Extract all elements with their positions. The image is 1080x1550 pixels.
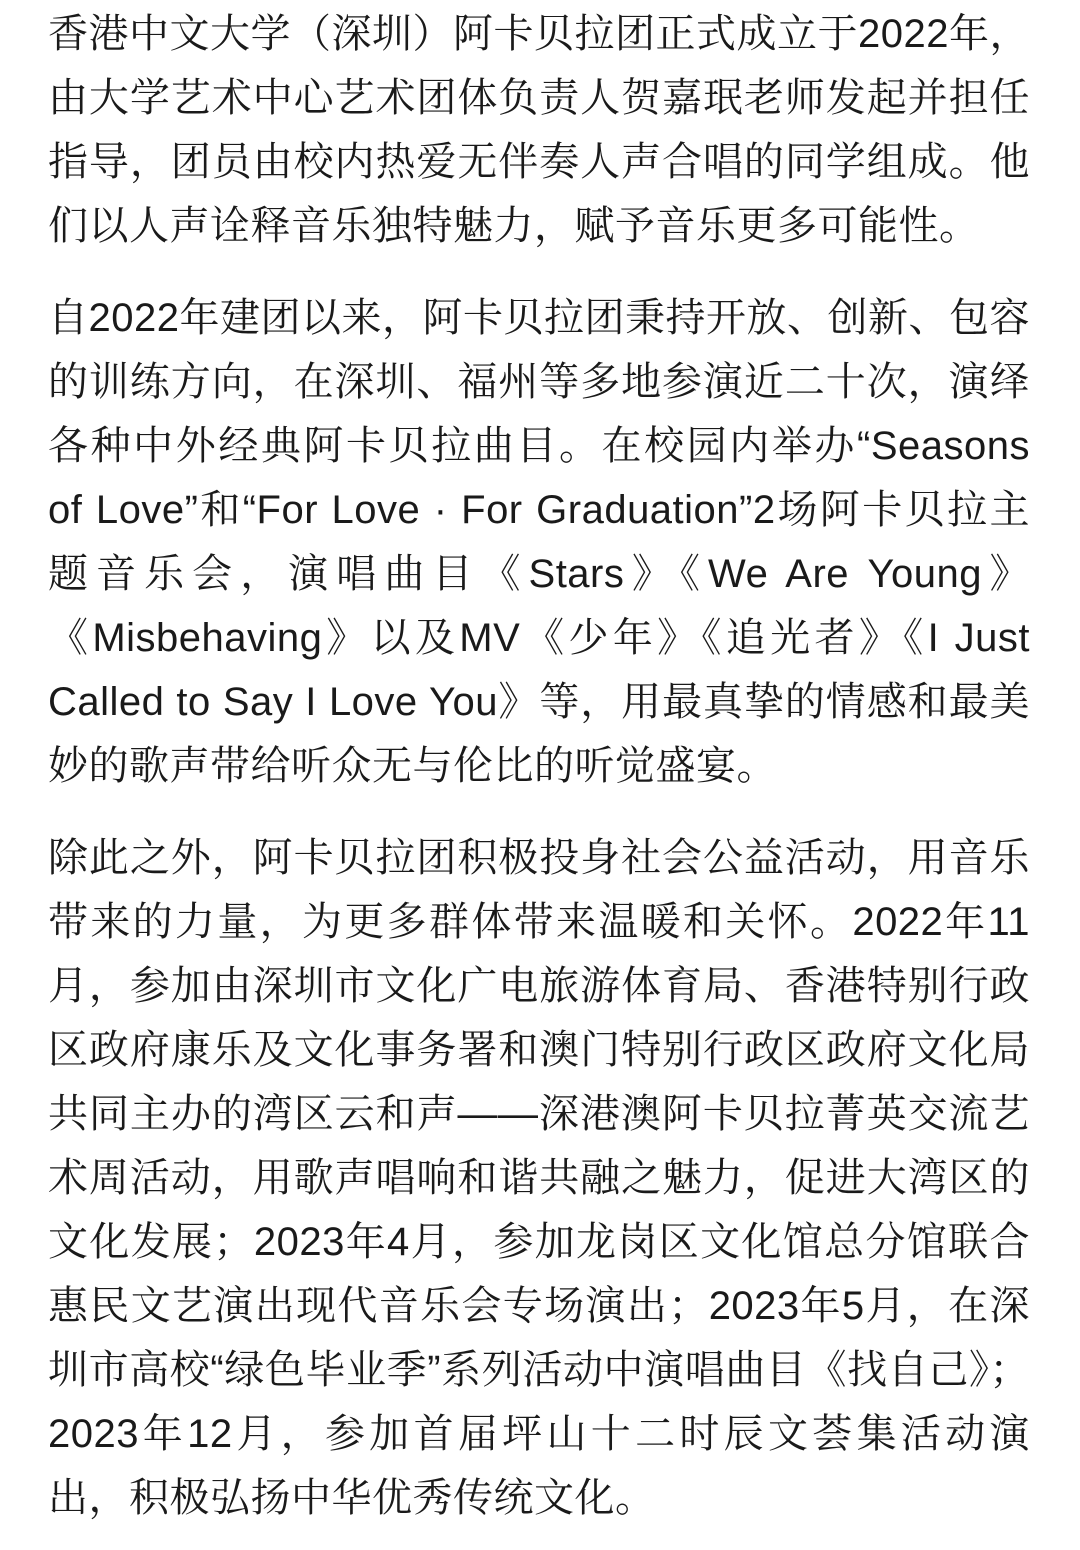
paragraph-group-introduction: 香港中文大学（深圳）阿卡贝拉团正式成立于2022年，由大学艺术中心艺术团体负责人贺嘉珉老师发起并担任指导，团员由校内热爱无伴奏人声合唱的同学组成。他们以人声诠释音乐独特魅力，赋予音乐更多可能性。 <box>48 12 1030 248</box>
paragraph-community-activities: 除此之外，阿卡贝拉团积极投身社会公益活动，用音乐带来的力量，为更多群体带来温暖和关怀。2022年11月，参加由深圳市文化广电旅游体育局、香港特别行政区政府康乐及文化事务署和澳门特别行政区政府文化局共同主办的湾区云和声——深港澳阿卡贝拉菁英交流艺术周活动，用歌声唱响和谐共融之魅力，促进大湾区的文化发展；2023年4月，参加龙岗区文化馆总分馆联合惠民文艺演出现代音乐会专场演出；2023年5月，在深圳市高校“绿色毕业季”系列活动中演唱曲目《找自己》；2023年12月，参加首届坪山十二时辰文荟集活动演出，积极弘扬中华优秀传统文化。 <box>48 836 1030 1520</box>
paragraph-performance-history: 自2022年建团以来，阿卡贝拉团秉持开放、创新、包容的训练方向，在深圳、福州等多地参演近二十次，演绎各种中外经典阿卡贝拉曲目。在校园内举办“Seasons of Love”和“For Love · For Graduation”2场阿卡贝拉主题音乐会，演唱曲目《Stars》《We Are Young》《Misbehaving》以及MV《少年》《追光者》《I Just Called to Say I Love You》等，用最真挚的情感和最美妙的歌声带给听众无与伦比的听觉盛宴。 <box>48 296 1030 788</box>
